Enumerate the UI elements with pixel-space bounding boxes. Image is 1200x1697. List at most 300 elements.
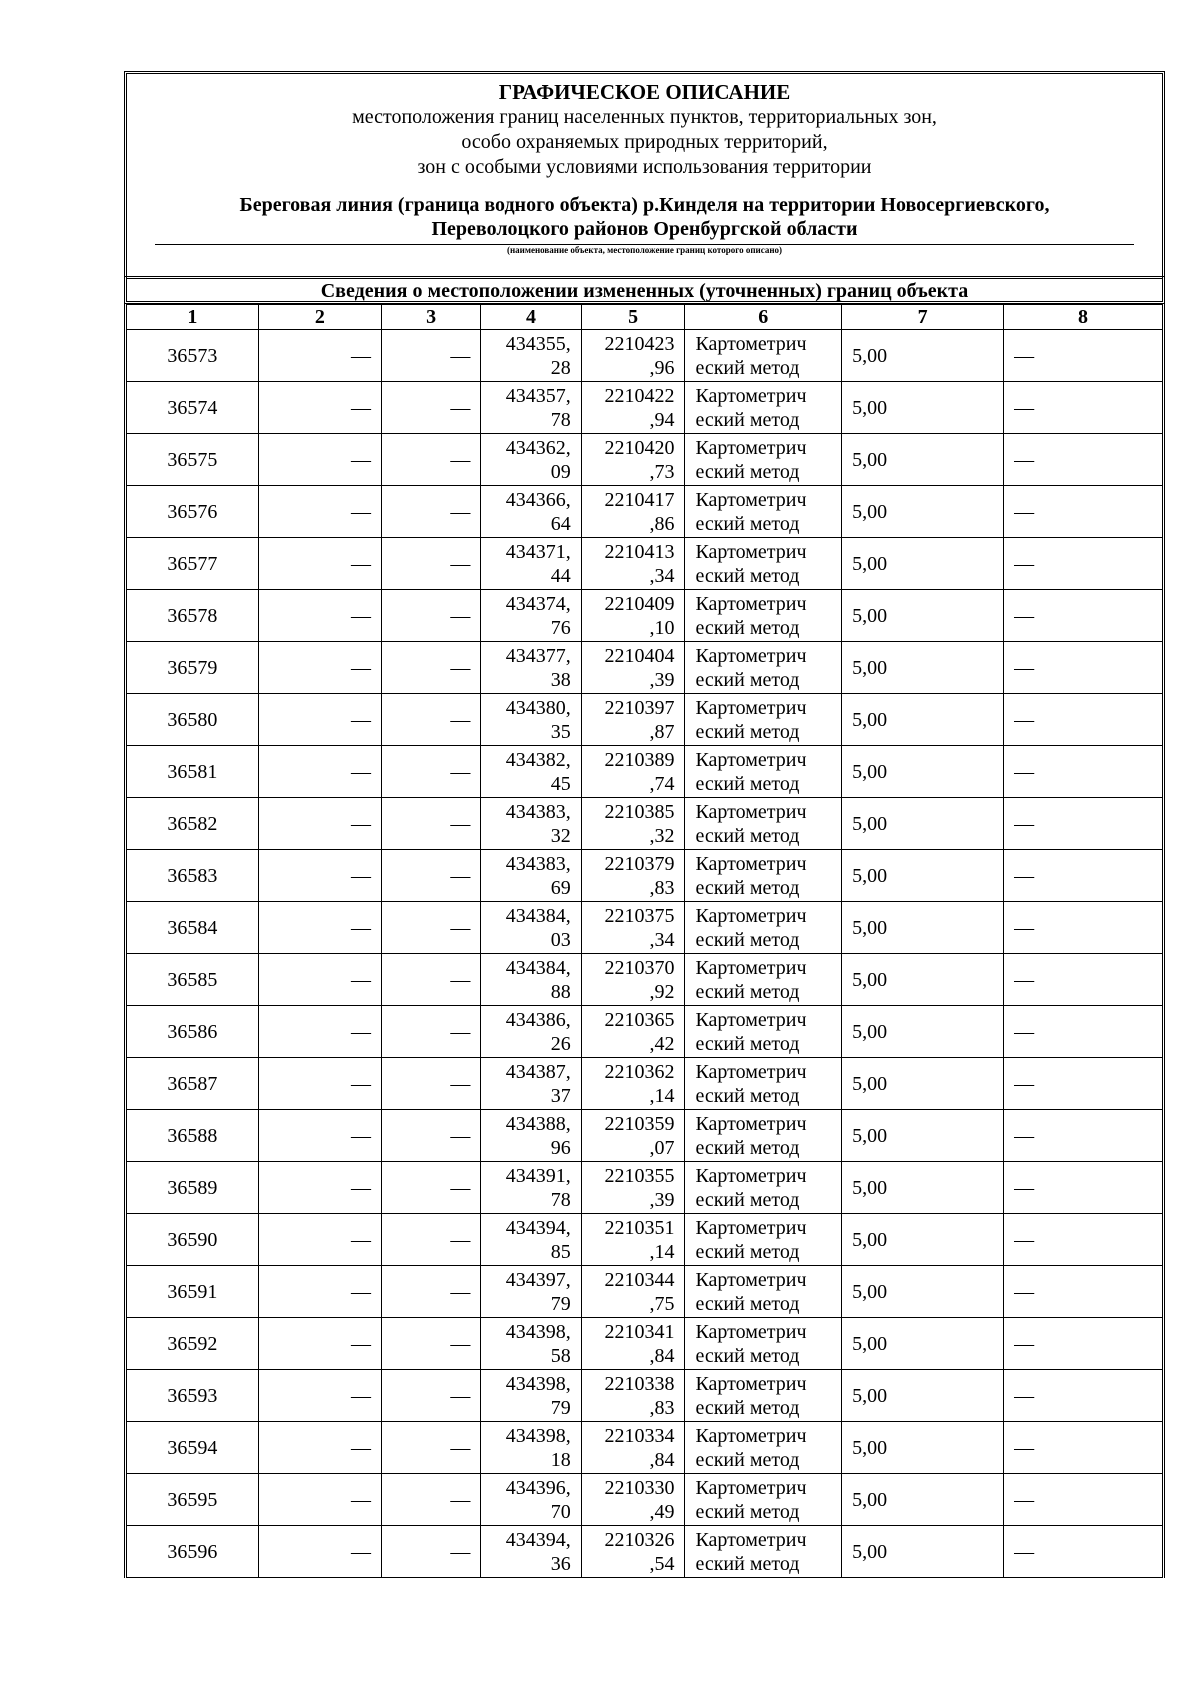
coord-x (481, 798, 581, 850)
point-number: 36593 (126, 1370, 259, 1422)
table-row (126, 902, 1164, 954)
method-part-1: Картометрич (695, 1268, 807, 1291)
cell-col-2: — (258, 1370, 381, 1422)
point-number: 36585 (126, 954, 259, 1006)
cell-col-3: — (381, 538, 480, 590)
coord-y-part-1: 2210404 (604, 644, 675, 667)
coord-x (481, 330, 581, 382)
coord-y (581, 1162, 685, 1214)
coord-y (581, 902, 685, 954)
coord-y-part-2: ,42 (649, 1032, 675, 1055)
method (685, 694, 842, 746)
coord-x-part-2: 64 (550, 512, 571, 535)
coord-x (481, 1370, 581, 1422)
coord-x-part-1: 434398, (505, 1320, 571, 1343)
table-row (126, 1526, 1164, 1578)
coord-y-part-2: ,10 (649, 616, 675, 639)
method-part-1: Картометрич (695, 644, 807, 667)
cell-col-2: — (258, 1006, 381, 1058)
column-number: 7 (842, 305, 1004, 330)
method-part-1: Картометрич (695, 1528, 807, 1551)
coord-y-part-1: 2210417 (604, 488, 675, 511)
coordinates-table (124, 304, 1165, 1578)
cell-col-8: — (1004, 746, 1164, 798)
coord-y-part-2: ,14 (649, 1084, 675, 1107)
coord-y-part-2: ,96 (649, 356, 675, 379)
accuracy: 5,00 (842, 1006, 1004, 1058)
cell-col-8: — (1004, 1474, 1164, 1526)
coord-x (481, 954, 581, 1006)
cell-col-3: — (381, 330, 480, 382)
coord-y (581, 1006, 685, 1058)
table-row (126, 1110, 1164, 1162)
method (685, 1110, 842, 1162)
method (685, 1422, 842, 1474)
coord-y-part-1: 2210389 (604, 748, 675, 771)
cell-col-3: — (381, 1162, 480, 1214)
coord-x-part-2: 58 (550, 1344, 571, 1367)
coord-x-part-1: 434398, (505, 1372, 571, 1395)
method-part-2: еский метод (695, 980, 800, 1003)
coord-y-part-1: 2210379 (604, 852, 675, 875)
method-part-1: Картометрич (695, 904, 807, 927)
method-part-2: еский метод (695, 408, 800, 431)
accuracy: 5,00 (842, 382, 1004, 434)
accuracy: 5,00 (842, 694, 1004, 746)
coord-x-part-2: 79 (550, 1292, 571, 1315)
method-part-1: Картометрич (695, 1112, 807, 1135)
coord-x-part-2: 26 (550, 1032, 571, 1055)
method (685, 1474, 842, 1526)
coord-y-part-1: 2210413 (604, 540, 675, 563)
cell-col-3: — (381, 694, 480, 746)
coord-y (581, 1058, 685, 1110)
coord-x-part-1: 434384, (505, 904, 571, 927)
point-number: 36575 (126, 434, 259, 486)
accuracy: 5,00 (842, 330, 1004, 382)
accuracy: 5,00 (842, 1370, 1004, 1422)
cell-col-8: — (1004, 590, 1164, 642)
coord-y (581, 1266, 685, 1318)
method (685, 1058, 842, 1110)
point-number: 36580 (126, 694, 259, 746)
coord-x-part-1: 434357, (505, 384, 571, 407)
coord-x-part-2: 79 (550, 1396, 571, 1419)
method-part-2: еский метод (695, 356, 800, 379)
coord-x-part-1: 434391, (505, 1164, 571, 1187)
method-part-2: еский метод (695, 1344, 800, 1367)
coord-y (581, 1318, 685, 1370)
coord-x (481, 1266, 581, 1318)
cell-col-2: — (258, 382, 381, 434)
cell-col-8: — (1004, 798, 1164, 850)
coord-y-part-2: ,39 (649, 668, 675, 691)
table-row (126, 1162, 1164, 1214)
cell-col-3: — (381, 1370, 480, 1422)
cell-col-3: — (381, 1266, 480, 1318)
cell-col-8: — (1004, 434, 1164, 486)
cell-col-3: — (381, 1526, 480, 1578)
cell-col-8: — (1004, 1318, 1164, 1370)
point-number: 36588 (126, 1110, 259, 1162)
cell-col-3: — (381, 486, 480, 538)
method-part-1: Картометрич (695, 800, 807, 823)
method-part-2: еский метод (695, 512, 800, 535)
cell-col-2: — (258, 642, 381, 694)
coord-x-part-2: 78 (550, 1188, 571, 1211)
coord-y-part-1: 2210351 (604, 1216, 675, 1239)
point-number: 36591 (126, 1266, 259, 1318)
coord-x-part-1: 434362, (505, 436, 571, 459)
coord-x (481, 746, 581, 798)
coord-x (481, 1526, 581, 1578)
accuracy: 5,00 (842, 1422, 1004, 1474)
cell-col-2: — (258, 1422, 381, 1474)
cell-col-2: — (258, 330, 381, 382)
method-part-1: Картометрич (695, 1476, 807, 1499)
coord-y (581, 1214, 685, 1266)
cell-col-3: — (381, 1006, 480, 1058)
coord-y-part-1: 2210330 (604, 1476, 675, 1499)
method (685, 746, 842, 798)
point-number: 36592 (126, 1318, 259, 1370)
point-number: 36586 (126, 1006, 259, 1058)
coord-y-part-2: ,75 (649, 1292, 675, 1315)
coord-y-part-1: 2210362 (604, 1060, 675, 1083)
coord-x-part-2: 45 (550, 772, 571, 795)
cell-col-2: — (258, 1162, 381, 1214)
accuracy: 5,00 (842, 798, 1004, 850)
method-part-2: еский метод (695, 720, 800, 743)
table-row (126, 954, 1164, 1006)
table-row (126, 798, 1164, 850)
method-part-2: еский метод (695, 1136, 800, 1159)
method-part-2: еский метод (695, 1292, 800, 1315)
coord-x-part-2: 96 (550, 1136, 571, 1159)
cell-col-2: — (258, 798, 381, 850)
cell-col-8: — (1004, 642, 1164, 694)
coord-x-part-1: 434382, (505, 748, 571, 771)
table-row (126, 538, 1164, 590)
coord-y (581, 798, 685, 850)
method-part-2: еский метод (695, 564, 800, 587)
method-part-2: еский метод (695, 460, 800, 483)
accuracy: 5,00 (842, 1110, 1004, 1162)
point-number: 36595 (126, 1474, 259, 1526)
coord-x-part-1: 434355, (505, 332, 571, 355)
point-number: 36594 (126, 1422, 259, 1474)
method-part-1: Картометрич (695, 1008, 807, 1031)
method-part-1: Картометрич (695, 332, 807, 355)
method (685, 590, 842, 642)
method (685, 1526, 842, 1578)
coord-y (581, 330, 685, 382)
accuracy: 5,00 (842, 1526, 1004, 1578)
method (685, 538, 842, 590)
method (685, 382, 842, 434)
coord-y-part-2: ,74 (649, 772, 675, 795)
coord-x (481, 538, 581, 590)
method (685, 1370, 842, 1422)
coord-x (481, 1422, 581, 1474)
column-number: 6 (685, 305, 842, 330)
coord-x-part-1: 434383, (505, 852, 571, 875)
method (685, 798, 842, 850)
point-number: 36589 (126, 1162, 259, 1214)
coord-x-part-2: 85 (550, 1240, 571, 1263)
coord-x-part-2: 18 (550, 1448, 571, 1471)
table-row (126, 1318, 1164, 1370)
method-part-1: Картометрич (695, 1060, 807, 1083)
document-subtitle-1: местоположения границ населенных пунктов, территориальных зон, (352, 106, 937, 128)
cell-col-2: — (258, 590, 381, 642)
accuracy: 5,00 (842, 746, 1004, 798)
coord-x-part-2: 38 (550, 668, 571, 691)
coord-y-part-2: ,32 (649, 824, 675, 847)
table-row (126, 1058, 1164, 1110)
method (685, 902, 842, 954)
coord-y-part-1: 2210355 (604, 1164, 675, 1187)
point-number: 36584 (126, 902, 259, 954)
coord-y-part-1: 2210420 (604, 436, 675, 459)
point-number: 36581 (126, 746, 259, 798)
cell-col-8: — (1004, 902, 1164, 954)
method-part-1: Картометрич (695, 488, 807, 511)
coord-x (481, 850, 581, 902)
table-row (126, 694, 1164, 746)
object-name (127, 193, 1162, 241)
cell-col-3: — (381, 850, 480, 902)
column-numbers-row (126, 305, 1164, 330)
table-row (126, 746, 1164, 798)
cell-col-3: — (381, 1422, 480, 1474)
method (685, 1162, 842, 1214)
coord-x-part-1: 434380, (505, 696, 571, 719)
cell-col-2: — (258, 1474, 381, 1526)
cell-col-8: — (1004, 850, 1164, 902)
cell-col-3: — (381, 434, 480, 486)
method-part-1: Картометрич (695, 1424, 807, 1447)
accuracy: 5,00 (842, 642, 1004, 694)
coord-y (581, 746, 685, 798)
coord-y-part-2: ,39 (649, 1188, 675, 1211)
coord-x-part-1: 434394, (505, 1528, 571, 1551)
cell-col-8: — (1004, 1370, 1164, 1422)
coord-y (581, 434, 685, 486)
document-header (124, 71, 1165, 304)
method (685, 642, 842, 694)
cell-col-2: — (258, 1266, 381, 1318)
coord-y-part-2: ,34 (649, 928, 675, 951)
cell-col-3: — (381, 798, 480, 850)
coord-x (481, 902, 581, 954)
coord-x (481, 1474, 581, 1526)
cell-col-8: — (1004, 1162, 1164, 1214)
point-number: 36596 (126, 1526, 259, 1578)
coord-y-part-2: ,49 (649, 1500, 675, 1523)
point-number: 36578 (126, 590, 259, 642)
method-part-1: Картометрич (695, 696, 807, 719)
method-part-2: еский метод (695, 1552, 800, 1575)
method-part-1: Картометрич (695, 540, 807, 563)
coord-x-part-1: 434396, (505, 1476, 571, 1499)
accuracy: 5,00 (842, 486, 1004, 538)
coord-x-part-1: 434388, (505, 1112, 571, 1135)
coord-y-part-1: 2210409 (604, 592, 675, 615)
cell-col-8: — (1004, 1214, 1164, 1266)
coord-y (581, 382, 685, 434)
coord-y-part-2: ,14 (649, 1240, 675, 1263)
coord-x (481, 642, 581, 694)
method-part-2: еский метод (695, 1084, 800, 1107)
method-part-2: еский метод (695, 668, 800, 691)
coord-x-part-2: 76 (550, 616, 571, 639)
coord-y (581, 486, 685, 538)
cell-col-3: — (381, 902, 480, 954)
coord-x-part-2: 32 (550, 824, 571, 847)
coord-y (581, 1110, 685, 1162)
point-number: 36576 (126, 486, 259, 538)
object-caption: (наименование объекта, местоположение границ которого описано) (506, 245, 783, 255)
document-title: ГРАФИЧЕСКОЕ ОПИСАНИЕ (498, 80, 791, 104)
cell-col-8: — (1004, 1526, 1164, 1578)
method-part-1: Картометрич (695, 748, 807, 771)
method (685, 434, 842, 486)
cell-col-3: — (381, 1214, 480, 1266)
cell-col-8: — (1004, 1110, 1164, 1162)
cell-col-2: — (258, 1526, 381, 1578)
coord-y-part-1: 2210422 (604, 384, 675, 407)
cell-col-3: — (381, 382, 480, 434)
accuracy: 5,00 (842, 590, 1004, 642)
coord-x-part-1: 434374, (505, 592, 571, 615)
method (685, 954, 842, 1006)
cell-col-2: — (258, 1214, 381, 1266)
object-name-line-1: Береговая линия (граница водного объекта) р.Кинделя на территории Новосергиевского, (239, 194, 1050, 216)
accuracy: 5,00 (842, 1058, 1004, 1110)
cell-col-8: — (1004, 1006, 1164, 1058)
coord-x-part-1: 434371, (505, 540, 571, 563)
method-part-2: еский метод (695, 928, 800, 951)
column-number: 8 (1004, 305, 1164, 330)
coord-y-part-1: 2210326 (604, 1528, 675, 1551)
coord-y (581, 1474, 685, 1526)
coord-x-part-2: 28 (550, 356, 571, 379)
column-number: 1 (126, 305, 259, 330)
coord-x-part-1: 434394, (505, 1216, 571, 1239)
accuracy: 5,00 (842, 538, 1004, 590)
coord-y-part-2: ,83 (649, 876, 675, 899)
coord-x-part-1: 434387, (505, 1060, 571, 1083)
table-row (126, 1006, 1164, 1058)
method-part-2: еский метод (695, 1448, 800, 1471)
table-row (126, 382, 1164, 434)
coord-y-part-1: 2210385 (604, 800, 675, 823)
coord-y (581, 850, 685, 902)
accuracy: 5,00 (842, 1318, 1004, 1370)
method (685, 330, 842, 382)
method-part-1: Картометрич (695, 956, 807, 979)
method-part-2: еский метод (695, 1240, 800, 1263)
coord-y (581, 1526, 685, 1578)
cell-col-3: — (381, 1058, 480, 1110)
coord-x-part-2: 36 (550, 1552, 571, 1575)
table-row (126, 330, 1164, 382)
table-row (126, 486, 1164, 538)
method-part-2: еский метод (695, 1032, 800, 1055)
coord-y-part-1: 2210341 (604, 1320, 675, 1343)
coord-x (481, 1318, 581, 1370)
point-number: 36574 (126, 382, 259, 434)
coord-x-part-2: 44 (550, 564, 571, 587)
coord-y-part-2: ,34 (649, 564, 675, 587)
coord-y-part-1: 2210397 (604, 696, 675, 719)
method-part-2: еский метод (695, 876, 800, 899)
cell-col-3: — (381, 1474, 480, 1526)
coord-y (581, 538, 685, 590)
method-part-2: еский метод (695, 616, 800, 639)
cell-col-8: — (1004, 538, 1164, 590)
cell-col-8: — (1004, 382, 1164, 434)
coord-y-part-1: 2210338 (604, 1372, 675, 1395)
coord-x (481, 434, 581, 486)
cell-col-3: — (381, 746, 480, 798)
cell-col-2: — (258, 434, 381, 486)
coord-x-part-2: 37 (550, 1084, 571, 1107)
coord-x-part-1: 434398, (505, 1424, 571, 1447)
method (685, 1214, 842, 1266)
cell-col-2: — (258, 746, 381, 798)
coord-y-part-2: ,84 (649, 1448, 675, 1471)
coord-y-part-2: ,86 (649, 512, 675, 535)
coord-x (481, 590, 581, 642)
table-row (126, 434, 1164, 486)
section-heading: Сведения о местоположении измененных (уточненных) границ объекта (124, 276, 1165, 304)
method-part-2: еский метод (695, 1188, 800, 1211)
coord-x-part-1: 434377, (505, 644, 571, 667)
method-part-1: Картометрич (695, 1372, 807, 1395)
coord-x (481, 1214, 581, 1266)
point-number: 36579 (126, 642, 259, 694)
cell-col-2: — (258, 850, 381, 902)
document-subtitle-2: особо охраняемых природных территорий, (461, 131, 828, 153)
cell-col-8: — (1004, 1058, 1164, 1110)
cell-col-3: — (381, 954, 480, 1006)
table-row (126, 1266, 1164, 1318)
coord-y-part-2: ,73 (649, 460, 675, 483)
coord-x-part-1: 434386, (505, 1008, 571, 1031)
method-part-1: Картометрич (695, 436, 807, 459)
coord-y (581, 1422, 685, 1474)
cell-col-8: — (1004, 1422, 1164, 1474)
column-number: 2 (258, 305, 381, 330)
coord-x (481, 694, 581, 746)
coord-y-part-2: ,87 (649, 720, 675, 743)
table-row (126, 1474, 1164, 1526)
coord-y-part-1: 2210365 (604, 1008, 675, 1031)
cell-col-8: — (1004, 486, 1164, 538)
coord-y-part-2: ,94 (649, 408, 675, 431)
coord-x-part-2: 88 (550, 980, 571, 1003)
coord-y-part-2: ,83 (649, 1396, 675, 1419)
cell-col-2: — (258, 538, 381, 590)
coord-x-part-1: 434383, (505, 800, 571, 823)
coord-x-part-2: 35 (550, 720, 571, 743)
accuracy: 5,00 (842, 850, 1004, 902)
cell-col-8: — (1004, 330, 1164, 382)
coord-x (481, 1162, 581, 1214)
method-part-1: Картометрич (695, 1164, 807, 1187)
